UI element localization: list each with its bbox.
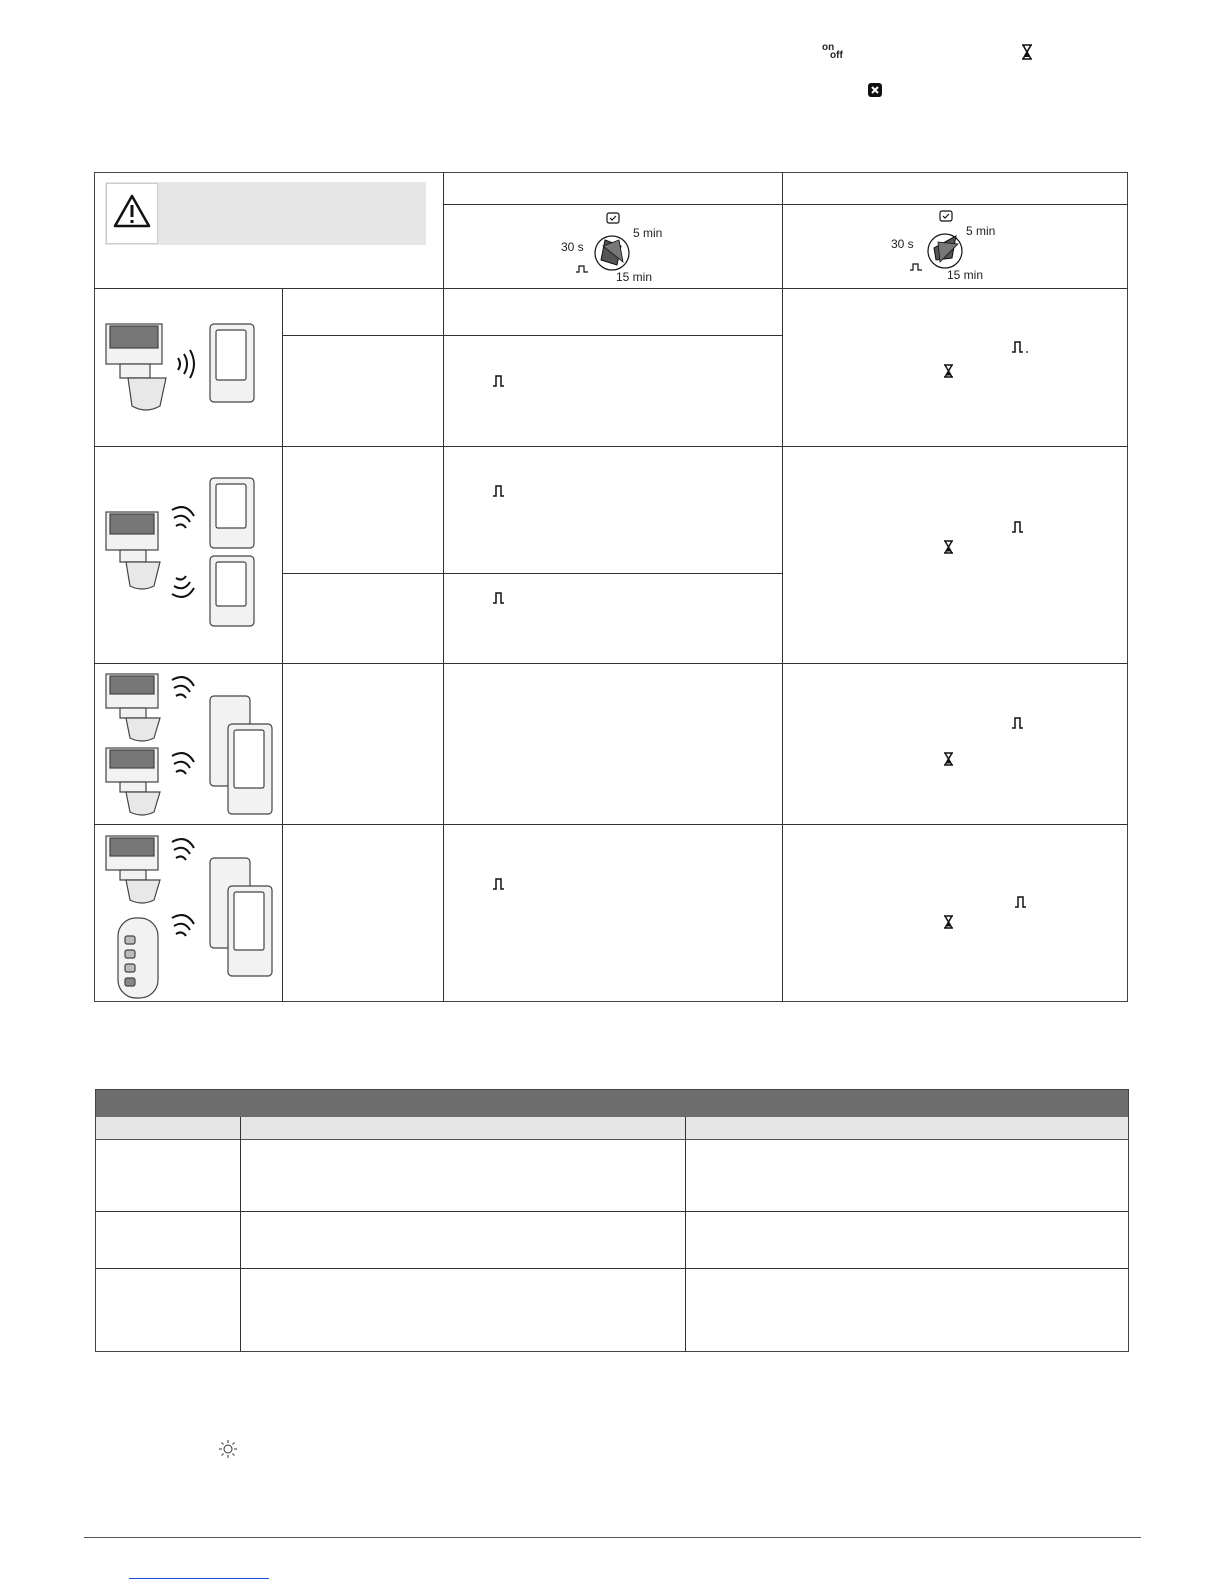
pulse-icon (492, 591, 505, 605)
pulse-icon (575, 264, 589, 274)
sensor-receiver-illustration (98, 318, 278, 428)
two-sensors-two-receivers-illustration (98, 668, 278, 824)
sensor-two-receivers-illustration (98, 474, 278, 634)
hourglass-icon (943, 752, 954, 766)
cancel-x-icon (867, 82, 883, 98)
pulse-icon (492, 484, 505, 498)
pulse-icon (1014, 895, 1027, 909)
pulse-icon (1011, 716, 1024, 730)
pulse-icon (492, 877, 505, 891)
warning-icon (112, 193, 152, 229)
on-off-icon: on off (822, 42, 843, 61)
sensor-remote-receivers-illustration (98, 830, 278, 1002)
pulse-icon (909, 262, 923, 272)
hourglass-icon (943, 364, 954, 378)
pulse-icon (1011, 340, 1029, 354)
pulse-icon (1011, 520, 1024, 534)
hourglass-icon (943, 540, 954, 554)
hourglass-icon (1021, 44, 1033, 60)
pulse-icon (492, 374, 505, 388)
hourglass-icon (943, 915, 954, 929)
sun-icon (218, 1439, 238, 1459)
footer-link[interactable] (129, 1578, 269, 1579)
footer-divider (84, 1537, 1141, 1538)
